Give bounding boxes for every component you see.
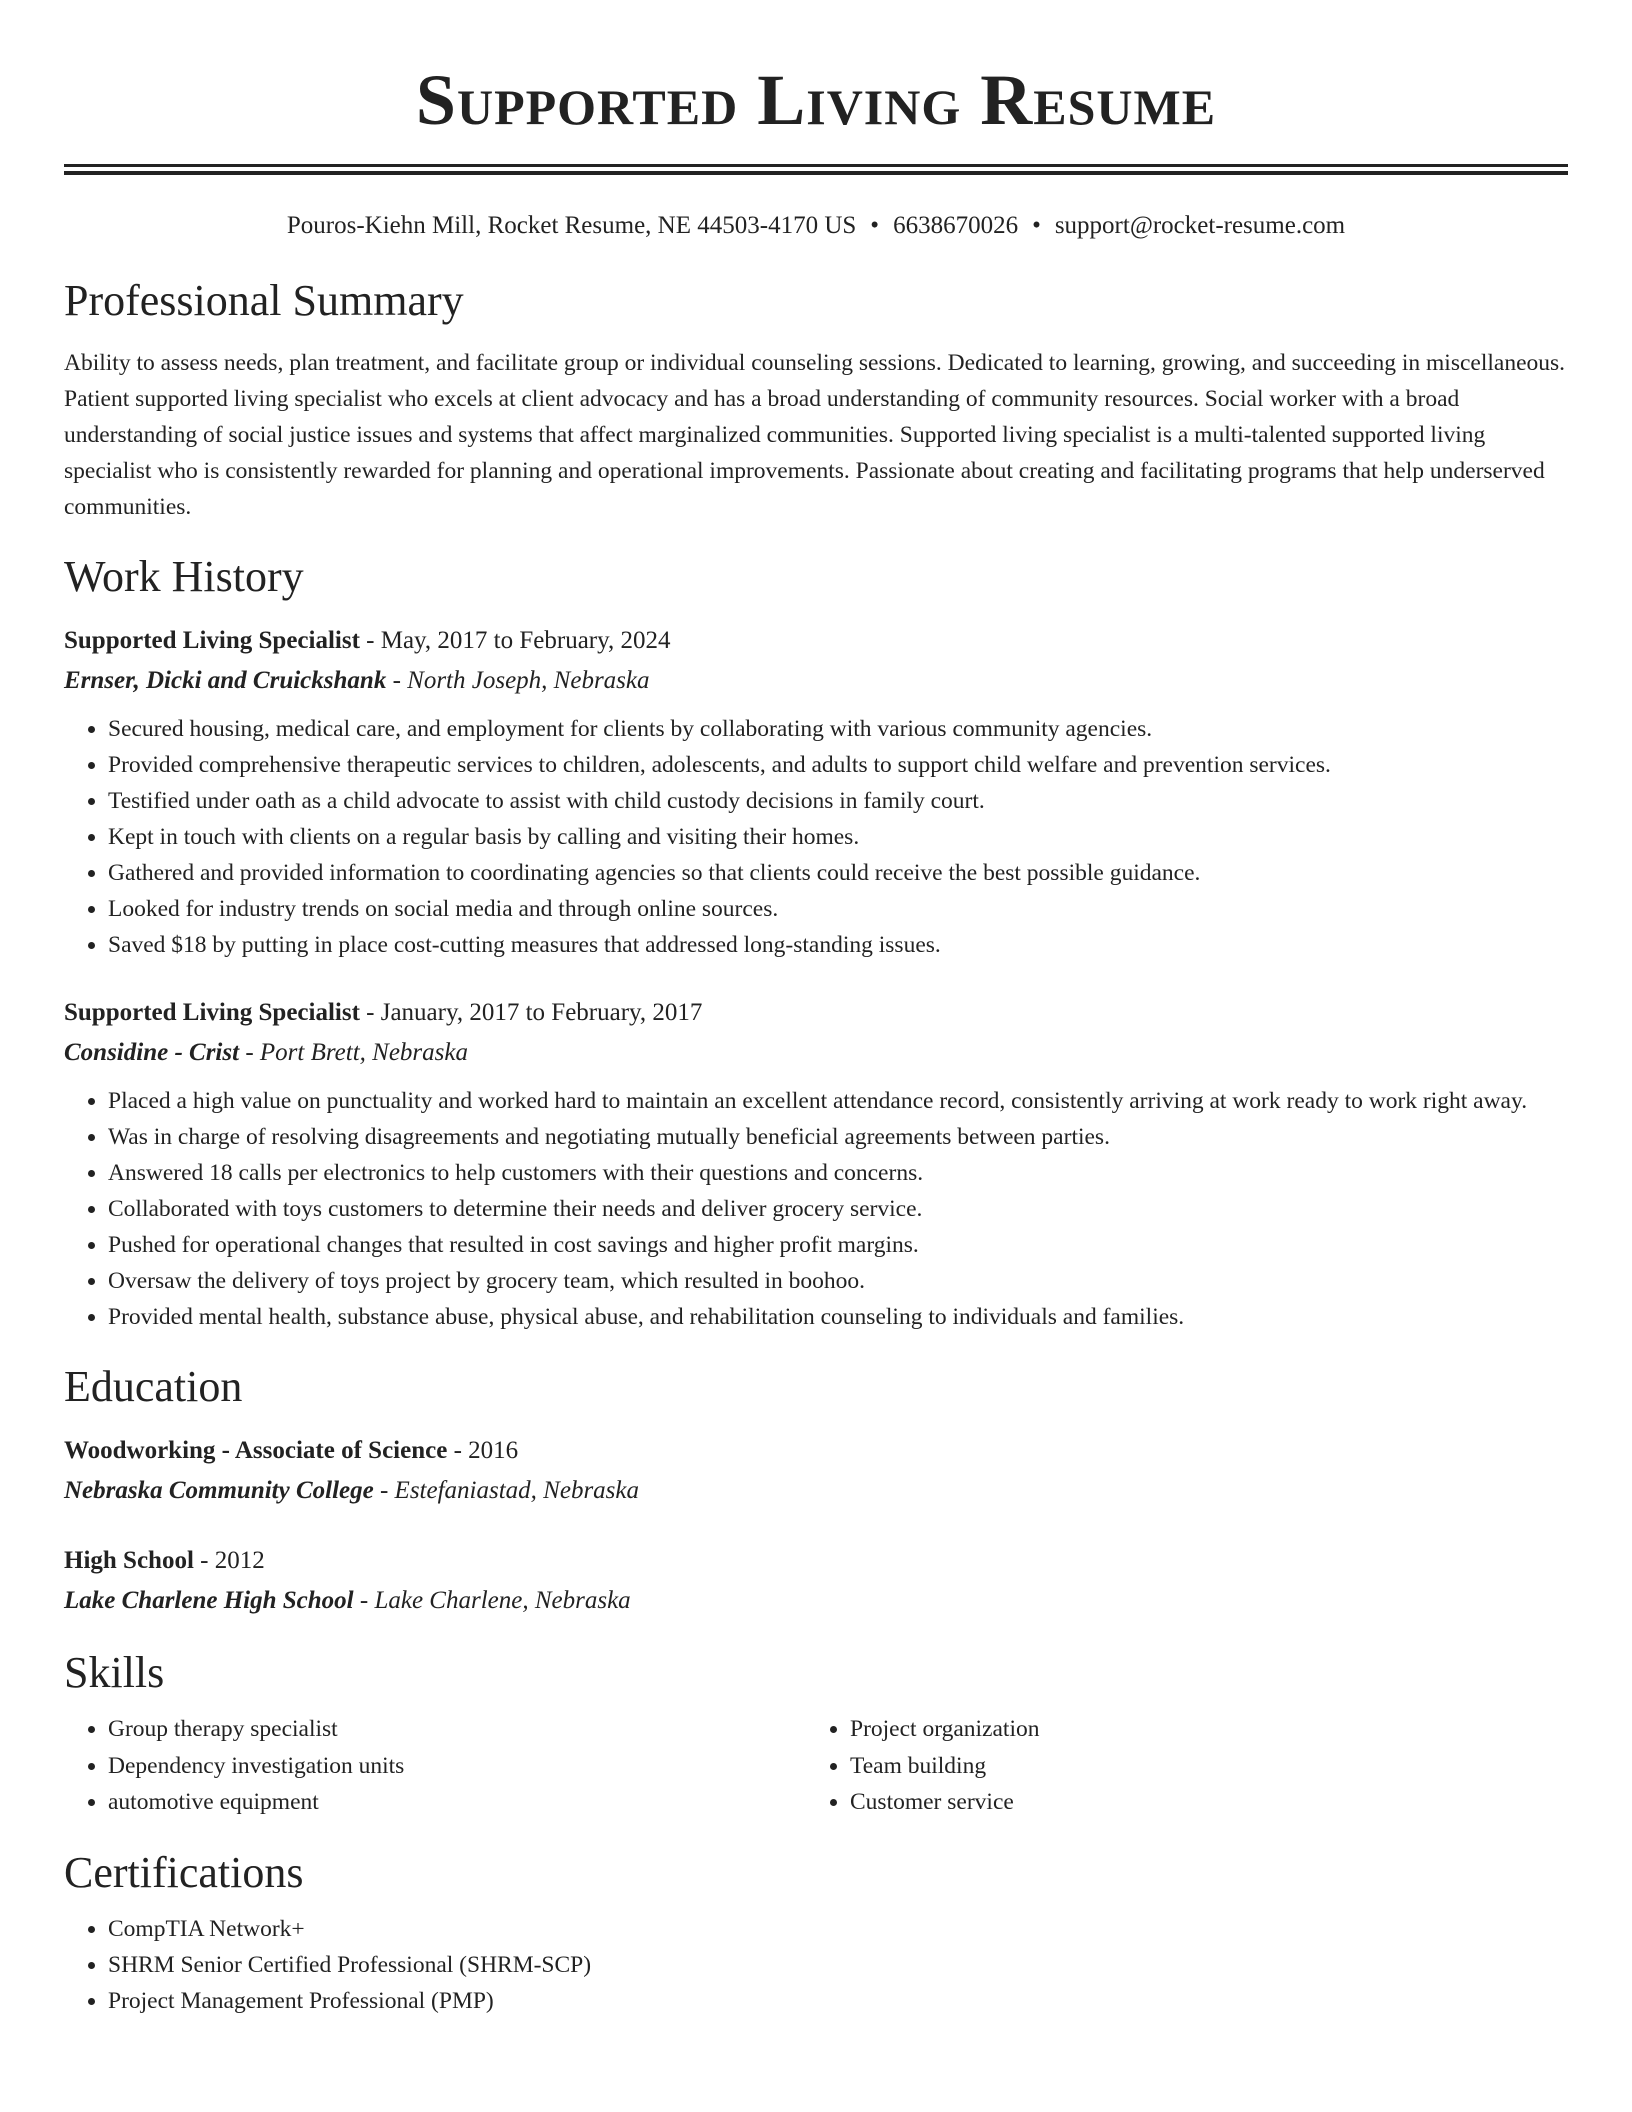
list-item: • Was in charge of resolving disagreements and negotiating mutually beneficial agreements between parties.	[108, 1119, 1568, 1155]
list-item: • Pushed for operational changes that resulted in cost savings and higher profit margins.	[108, 1227, 1568, 1263]
certifications-list	[64, 1911, 1568, 2019]
list-item: • CompTIA Network+	[108, 1911, 1568, 1947]
job-location: - North Joseph, Nebraska	[386, 667, 650, 694]
skills-grid	[64, 1711, 1568, 1821]
contact-email[interactable]: support@rocket-resume.com	[1054, 212, 1346, 239]
education-school-line	[64, 1581, 1568, 1621]
education-degree-line	[64, 1431, 1568, 1471]
education-school: Lake Charlene High School	[64, 1587, 354, 1614]
job-company: Considine - Crist	[64, 1039, 240, 1066]
contact-phone: 6638670026	[893, 212, 1019, 239]
work-history-section	[64, 551, 1568, 1335]
section-heading-certifications: Certifications	[64, 1847, 304, 1897]
title-double-rule	[64, 164, 1568, 175]
job-company-line	[64, 1033, 1568, 1073]
job-entry	[64, 993, 1568, 1335]
list-item: • Placed a high value on punctuality and worked hard to maintain an excellent attendance record, consistently arriving at work ready to work right away.	[108, 1083, 1568, 1119]
education-section	[64, 1361, 1568, 1621]
education-school: Nebraska Community College	[64, 1477, 374, 1504]
section-heading-summary: Professional Summary	[64, 276, 464, 325]
education-degree: High School	[64, 1547, 194, 1574]
education-location: - Estefaniastad, Nebraska	[373, 1477, 639, 1504]
list-item: • Gathered and provided information to coordinating agencies so that clients could receive the best possible guidance.	[108, 855, 1568, 891]
list-item: • Provided comprehensive therapeutic services to children, adolescents, and adults to support child welfare and prevention services.	[108, 747, 1568, 783]
skills-section	[64, 1647, 1568, 1821]
list-item: • Provided mental health, substance abuse, physical abuse, and rehabilitation counseling to individuals and families.	[108, 1299, 1568, 1335]
skills-column-left	[64, 1711, 806, 1821]
job-company: Ernser, Dicki and Cruickshank	[64, 667, 387, 694]
list-item: • Answered 18 calls per electronics to help customers with their questions and concerns.	[108, 1155, 1568, 1191]
job-title-line	[64, 621, 1568, 661]
contact-line	[64, 211, 1568, 241]
contact-separator: •	[870, 212, 880, 239]
list-item: • Kept in touch with clients on a regular basis by calling and visiting their homes.	[108, 819, 1568, 855]
education-location: - Lake Charlene, Nebraska	[353, 1587, 631, 1614]
education-degree: Woodworking - Associate of Science	[64, 1437, 448, 1464]
list-item: • Secured housing, medical care, and employment for clients by collaborating with various community agencies.	[108, 711, 1568, 747]
summary-text: Ability to assess needs, plan treatment, and facilitate group or individual counseling sessions. Dedicated to learning, growing, and succeeding in miscellaneous. Patient supported living specialist who excels at client advocacy and has a broad understanding of community resources. Social worker with a broad understanding of social justice issues and systems that affect marginalized communities. Supported living specialist is a multi-talented supported living specialist who is consistently rewarded for planning and operational improvements. Passionate about creating and facilitating programs that help underserved communities.	[64, 350, 1566, 520]
section-heading-education: Education	[64, 1362, 243, 1411]
job-company-line	[64, 661, 1568, 701]
education-school-line	[64, 1471, 1568, 1511]
education-entry	[64, 1541, 1568, 1621]
list-item: • SHRM Senior Certified Professional (SHRM-SCP)	[108, 1947, 1568, 1983]
list-item: • Group therapy specialist	[108, 1711, 806, 1748]
skills-column-right	[806, 1711, 1548, 1821]
list-item: • Team building	[850, 1748, 1548, 1785]
job-entry	[64, 621, 1568, 963]
list-item: • Dependency investigation units	[108, 1748, 806, 1785]
job-title: Supported Living Specialist	[64, 627, 360, 654]
job-title: Supported Living Specialist	[64, 999, 360, 1026]
list-item: • Collaborated with toys customers to determine their needs and deliver grocery service.	[108, 1191, 1568, 1227]
professional-summary-section	[64, 275, 1568, 525]
contact-address: Pouros-Kiehn Mill, Rocket Resume, NE 44503-4170 US	[286, 212, 857, 239]
education-entry	[64, 1431, 1568, 1511]
contact-separator: •	[1032, 212, 1041, 239]
list-item: • Project Management Professional (PMP)	[108, 1983, 1568, 2019]
list-item: • Oversaw the delivery of toys project by grocery team, which resulted in boohoo.	[108, 1263, 1568, 1299]
job-title-line	[64, 993, 1568, 1033]
list-item: • Testified under oath as a child advocate to assist with child custody decisions in family court.	[108, 783, 1568, 819]
resume-title: Supported Living Resume	[415, 60, 1217, 140]
education-year: - 2016	[447, 1437, 519, 1464]
job-bullets	[64, 1083, 1568, 1335]
job-dates: - January, 2017 to February, 2017	[359, 999, 703, 1026]
education-degree-line	[64, 1541, 1568, 1581]
certifications-section	[64, 1847, 1568, 2019]
list-item: • Looked for industry trends on social media and through online sources.	[108, 891, 1568, 927]
list-item: • Saved $18 by putting in place cost-cutting measures that addressed long-standing issues.	[108, 927, 1568, 963]
job-dates: - May, 2017 to February, 2024	[359, 627, 671, 654]
list-item: • automotive equipment	[108, 1784, 806, 1821]
job-location: - Port Brett, Nebraska	[239, 1039, 468, 1066]
section-heading-work: Work History	[64, 552, 304, 601]
list-item: • Project organization	[850, 1711, 1548, 1748]
education-year: - 2012	[193, 1547, 265, 1574]
section-heading-skills: Skills	[64, 1648, 165, 1697]
list-item: • Customer service	[850, 1784, 1548, 1821]
job-bullets	[64, 711, 1568, 963]
